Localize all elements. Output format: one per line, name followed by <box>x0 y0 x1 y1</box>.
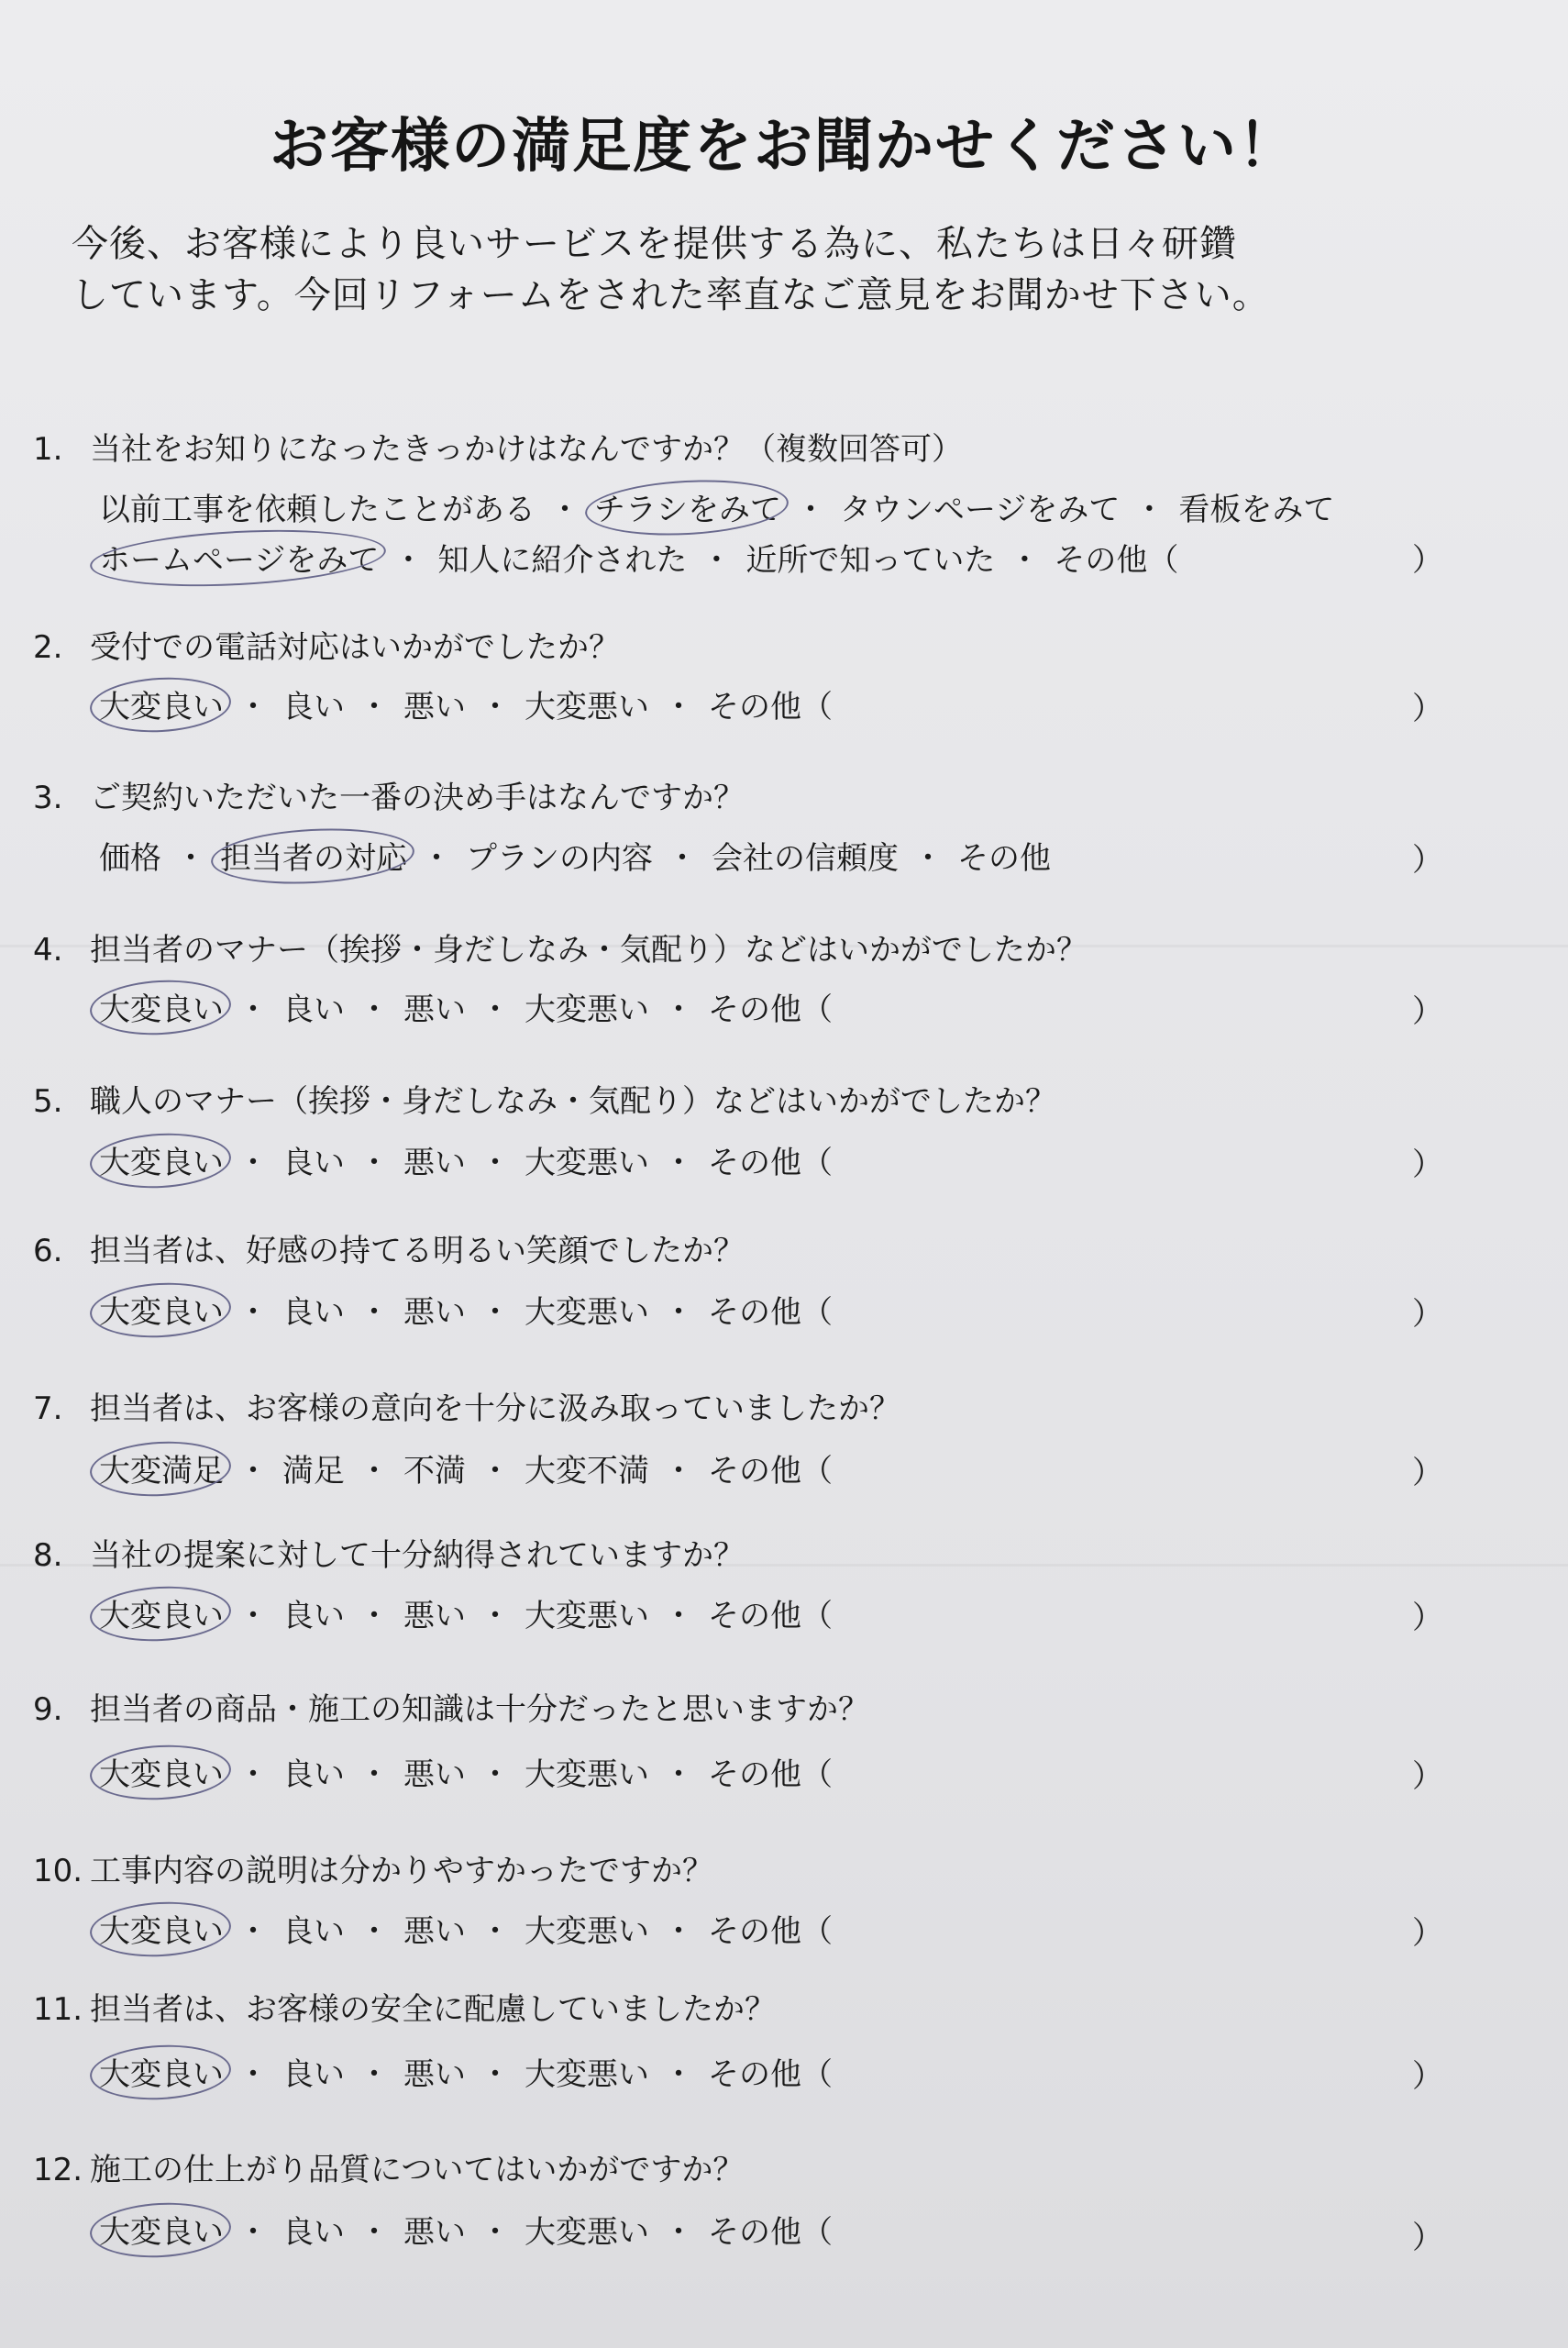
answer-option[interactable] <box>403 1137 466 1182</box>
option-label: その他（ <box>708 1145 833 1181</box>
answer-option[interactable] <box>282 984 345 1029</box>
separator-dot: ・ <box>359 2056 390 2093</box>
question-number: 9. <box>33 1691 63 1728</box>
option-label: 悪い <box>403 689 466 725</box>
separator-dot: ・ <box>237 2056 269 2093</box>
option-label: 良い <box>282 1913 345 1950</box>
separator-dot: ・ <box>359 1756 390 1793</box>
answer-option[interactable] <box>525 1906 649 1951</box>
separator-dot: ・ <box>359 1453 390 1490</box>
option-label: その他（ <box>708 2056 833 2093</box>
separator-dot: ・ <box>1009 542 1041 579</box>
option-label: 大変悪い <box>525 1294 649 1331</box>
separator-dot: ・ <box>359 2214 390 2251</box>
closing-paren: ） <box>1412 2058 1443 2095</box>
question-text: 担当者は、お客様の意向を十分に汲み取っていましたか？ <box>90 1390 900 1427</box>
question-11 <box>33 1984 776 2029</box>
option-label: 良い <box>282 1756 345 1793</box>
option-label: その他（ <box>708 2214 833 2251</box>
question-10 <box>33 1845 713 1890</box>
answer-option[interactable] <box>403 1749 466 1794</box>
answer-option[interactable] <box>708 1590 833 1635</box>
option-label: 大変満足 <box>99 1453 224 1490</box>
answer-option[interactable] <box>525 1287 649 1332</box>
intro-line-2: しています。今回リフォームをされた率直なご意見をお聞かせ下さい。 <box>72 274 1270 316</box>
separator-dot: ・ <box>392 542 425 579</box>
separator-dot: ・ <box>359 1913 390 1950</box>
separator-dot: ・ <box>480 1756 511 1793</box>
answer-options-row-1 <box>99 484 1334 529</box>
option-label: 大変悪い <box>525 2056 649 2093</box>
separator-dot: ・ <box>701 542 733 579</box>
separator-dot: ・ <box>663 1913 694 1950</box>
answer-option[interactable] <box>403 2049 466 2094</box>
question-number: 2. <box>33 629 63 666</box>
answer-option[interactable] <box>708 1445 833 1490</box>
answer-option[interactable] <box>220 833 407 878</box>
option-label: 大変悪い <box>525 2214 649 2251</box>
separator-dot: ・ <box>480 1913 511 1950</box>
answer-option[interactable] <box>99 1906 224 1951</box>
answer-option[interactable] <box>708 1906 833 1951</box>
separator-dot: ・ <box>480 1453 511 1490</box>
option-label: 大変良い <box>99 1145 224 1181</box>
answer-option[interactable] <box>525 1749 649 1794</box>
closing-paren: ） <box>1412 1600 1443 1636</box>
question-5 <box>33 1076 1056 1121</box>
answer-option[interactable] <box>99 484 536 529</box>
option-label: 大変良い <box>99 2056 224 2093</box>
answer-option[interactable] <box>99 1590 224 1635</box>
option-label: 良い <box>282 2214 345 2251</box>
answer-option[interactable] <box>466 833 653 878</box>
answer-option[interactable] <box>99 681 224 726</box>
separator-dot: ・ <box>480 689 511 725</box>
closing-paren: ） <box>1412 1455 1443 1491</box>
option-label: 大変良い <box>99 1756 224 1793</box>
option-label: 不満 <box>403 1453 466 1490</box>
option-label: 大変悪い <box>525 1145 649 1181</box>
option-label: 担当者の対応 <box>220 840 407 877</box>
option-label: 良い <box>282 2056 345 2093</box>
option-label: チラシをみて <box>594 492 781 528</box>
question-text: 担当者は、お客様の安全に配慮していましたか？ <box>90 1991 776 2028</box>
answer-option[interactable] <box>99 2049 224 2094</box>
separator-dot: ・ <box>421 840 452 877</box>
option-label: 大変悪い <box>525 689 649 725</box>
separator-dot: ・ <box>175 840 206 877</box>
answer-option[interactable] <box>282 1137 345 1182</box>
option-label: ホームページをみて <box>99 542 380 579</box>
option-label: 悪い <box>403 1913 466 1950</box>
question-2 <box>33 622 620 667</box>
option-label: 悪い <box>403 991 466 1028</box>
option-label: その他（ <box>708 1453 833 1490</box>
option-label: 大変良い <box>99 1294 224 1331</box>
option-label: 大変悪い <box>525 1756 649 1793</box>
question-text: ご契約いただいた一番の決め手はなんですか？ <box>90 780 745 816</box>
separator-dot: ・ <box>237 1453 269 1490</box>
answer-option[interactable] <box>525 1445 649 1490</box>
question-12 <box>33 2144 744 2189</box>
separator-dot: ・ <box>480 2214 511 2251</box>
separator-dot: ・ <box>480 991 511 1028</box>
answer-options-row <box>99 833 1051 878</box>
option-label: 満足 <box>282 1453 345 1490</box>
answer-option[interactable] <box>99 1749 224 1794</box>
question-1 <box>33 424 963 469</box>
separator-dot: ・ <box>359 1598 390 1634</box>
option-label: タウンページをみて <box>840 492 1121 528</box>
separator-dot: ・ <box>237 2214 269 2251</box>
option-label: 大変悪い <box>525 991 649 1028</box>
option-label: 良い <box>282 689 345 725</box>
option-label: 良い <box>282 1145 345 1181</box>
option-label: 価格 <box>99 840 161 877</box>
separator-dot: ・ <box>912 840 944 877</box>
closing-paren: ） <box>1412 1758 1443 1795</box>
question-number: 6. <box>33 1233 63 1269</box>
separator-dot: ・ <box>663 2056 694 2093</box>
answer-option[interactable] <box>525 984 649 1029</box>
question-text: 担当者の商品・施工の知識は十分だったと思いますか？ <box>90 1691 869 1728</box>
question-text: 担当者のマナー（挨拶・身だしなみ・気配り）などはいかがでしたか？ <box>90 932 1088 969</box>
answer-option[interactable] <box>708 984 833 1029</box>
answer-option[interactable] <box>403 1445 466 1490</box>
answer-option[interactable] <box>99 2207 224 2252</box>
separator-dot: ・ <box>480 1598 511 1634</box>
separator-dot: ・ <box>480 1145 511 1181</box>
separator-dot: ・ <box>663 1145 694 1181</box>
answer-option[interactable] <box>525 1137 649 1182</box>
separator-dot: ・ <box>237 689 269 725</box>
separator-dot: ・ <box>359 1145 390 1181</box>
option-label: その他（ <box>708 1913 833 1950</box>
answer-option[interactable] <box>708 1287 833 1332</box>
answer-options-row <box>99 1906 833 1951</box>
option-label: その他（ <box>708 689 833 725</box>
question-4 <box>33 925 1088 969</box>
answer-option[interactable] <box>525 2207 649 2252</box>
option-label: 悪い <box>403 1145 466 1181</box>
answer-option[interactable] <box>525 1590 649 1635</box>
answer-option[interactable] <box>99 1287 224 1332</box>
answer-options-row <box>99 681 833 726</box>
separator-dot: ・ <box>549 492 580 528</box>
question-number: 4. <box>33 932 63 969</box>
answer-option[interactable] <box>437 535 687 580</box>
answer-option[interactable] <box>282 1749 345 1794</box>
answer-option[interactable] <box>708 2207 833 2252</box>
answer-option[interactable] <box>708 1137 833 1182</box>
option-label: 会社の信頼度 <box>712 840 899 877</box>
option-label: 大変良い <box>99 1913 224 1950</box>
option-label: 以前工事を依頼したことがある <box>99 492 536 528</box>
question-text: 当社をお知りになったきっかけはなんですか？（複数回答可） <box>90 431 963 468</box>
separator-dot: ・ <box>795 492 826 528</box>
separator-dot: ・ <box>663 689 694 725</box>
option-label: 大変良い <box>99 689 224 725</box>
option-label: その他（ <box>1054 542 1179 579</box>
question-number: 5. <box>33 1083 63 1120</box>
separator-dot: ・ <box>359 1294 390 1331</box>
answer-options-row <box>99 1590 833 1635</box>
answer-option[interactable] <box>708 2049 833 2094</box>
option-label: 大変不満 <box>525 1453 649 1490</box>
question-number: 3. <box>33 780 63 816</box>
separator-dot: ・ <box>237 1598 269 1634</box>
option-label: その他（ <box>708 991 833 1028</box>
separator-dot: ・ <box>237 991 269 1028</box>
question-text: 工事内容の説明は分かりやすかったですか？ <box>90 1853 713 1889</box>
option-label: 大変良い <box>99 991 224 1028</box>
answer-options-row <box>99 1137 833 1182</box>
answer-option[interactable] <box>282 1906 345 1951</box>
closing-paren: ） <box>1412 1915 1443 1952</box>
separator-dot: ・ <box>237 1145 269 1181</box>
answer-option[interactable] <box>403 984 466 1029</box>
option-label: 近所で知っていた <box>745 542 996 579</box>
option-label: 良い <box>282 1598 345 1634</box>
separator-dot: ・ <box>480 2056 511 2093</box>
question-number: 1. <box>33 431 63 468</box>
option-label: その他（ <box>708 1756 833 1793</box>
survey-title: お客様の満足度をお聞かせください！ <box>270 113 1298 181</box>
question-number: 8. <box>33 1537 63 1574</box>
answer-option[interactable] <box>403 1906 466 1951</box>
answer-option[interactable] <box>708 681 833 726</box>
option-label: 良い <box>282 991 345 1028</box>
answer-option[interactable] <box>708 1749 833 1794</box>
separator-dot: ・ <box>1133 492 1165 528</box>
answer-option[interactable] <box>1178 484 1334 529</box>
question-text: 受付での電話対応はいかがでしたか？ <box>90 629 620 666</box>
answer-option[interactable] <box>403 2207 466 2252</box>
answer-option[interactable] <box>712 833 899 878</box>
question-text: 施工の仕上がり品質についてはいかがですか？ <box>90 2152 745 2188</box>
separator-dot: ・ <box>359 689 390 725</box>
separator-dot: ・ <box>663 991 694 1028</box>
option-label: 看板をみて <box>1178 492 1335 528</box>
option-label: プランの内容 <box>466 840 653 877</box>
closing-paren: ） <box>1412 2220 1443 2256</box>
separator-dot: ・ <box>663 1756 694 1793</box>
closing-paren: ） <box>1412 691 1443 727</box>
answer-option[interactable] <box>99 833 161 878</box>
separator-dot: ・ <box>663 1598 694 1634</box>
answer-option[interactable] <box>99 1137 224 1182</box>
option-label: 悪い <box>403 1598 466 1634</box>
closing-paren: ） <box>1412 542 1443 579</box>
answer-options-row <box>99 984 833 1029</box>
question-9 <box>33 1684 869 1729</box>
answer-option[interactable] <box>840 484 1120 529</box>
answer-options-row <box>99 1749 833 1794</box>
question-7 <box>33 1383 900 1428</box>
separator-dot: ・ <box>359 991 390 1028</box>
answer-option[interactable] <box>99 535 379 580</box>
option-label: その他 <box>957 840 1051 877</box>
question-8 <box>33 1530 745 1575</box>
intro-text <box>72 218 1502 321</box>
answer-option[interactable] <box>525 681 649 726</box>
question-3 <box>33 772 745 817</box>
answer-option[interactable] <box>403 1287 466 1332</box>
question-text: 当社の提案に対して十分納得されていますか？ <box>90 1537 745 1574</box>
answer-option[interactable] <box>99 984 224 1029</box>
closing-paren: ） <box>1412 1296 1443 1333</box>
option-label: その他（ <box>708 1598 833 1634</box>
option-label: 悪い <box>403 1294 466 1331</box>
answer-option[interactable] <box>282 2049 345 2094</box>
separator-dot: ・ <box>663 1453 694 1490</box>
answer-option[interactable] <box>99 1445 224 1490</box>
answer-option[interactable] <box>745 535 995 580</box>
option-label: 良い <box>282 1294 345 1331</box>
option-label: 悪い <box>403 1756 466 1793</box>
answer-options-row <box>99 2207 833 2252</box>
answer-option[interactable] <box>403 681 466 726</box>
answer-options-row <box>99 1287 833 1332</box>
answer-options-row <box>99 2049 833 2094</box>
option-label: 大変良い <box>99 2214 224 2251</box>
option-label: 知人に紹介された <box>437 542 688 579</box>
answer-option[interactable] <box>403 1590 466 1635</box>
question-number: 7. <box>33 1390 63 1427</box>
question-number: 11. <box>33 1991 83 2028</box>
option-label: 大変悪い <box>525 1598 649 1634</box>
answer-option[interactable] <box>282 1287 345 1332</box>
answer-options-row-2 <box>99 535 1178 580</box>
option-label: その他（ <box>708 1294 833 1331</box>
answer-option[interactable] <box>957 833 1051 878</box>
question-text: 職人のマナー（挨拶・身だしなみ・気配り）などはいかがでしたか？ <box>90 1083 1056 1120</box>
closing-paren: ） <box>1412 993 1443 1030</box>
answer-option[interactable] <box>1054 535 1178 580</box>
closing-paren: ） <box>1412 1146 1443 1183</box>
separator-dot: ・ <box>237 1756 269 1793</box>
question-number: 10. <box>33 1853 83 1889</box>
answer-option[interactable] <box>282 1445 345 1490</box>
question-6 <box>33 1225 745 1270</box>
answer-option[interactable] <box>594 484 781 529</box>
separator-dot: ・ <box>663 1294 694 1331</box>
answer-option[interactable] <box>282 2207 345 2252</box>
option-label: 悪い <box>403 2214 466 2251</box>
question-text: 担当者は、好感の持てる明るい笑顔でしたか？ <box>90 1233 745 1269</box>
answer-option[interactable] <box>525 2049 649 2094</box>
answer-option[interactable] <box>282 1590 345 1635</box>
closing-paren: ） <box>1412 842 1443 879</box>
answer-option[interactable] <box>282 681 345 726</box>
option-label: 大変悪い <box>525 1913 649 1950</box>
separator-dot: ・ <box>237 1913 269 1950</box>
answer-options-row <box>99 1445 833 1490</box>
option-label: 大変良い <box>99 1598 224 1634</box>
separator-dot: ・ <box>667 840 698 877</box>
option-label: 悪い <box>403 2056 466 2093</box>
separator-dot: ・ <box>480 1294 511 1331</box>
separator-dot: ・ <box>663 2214 694 2251</box>
intro-line-1: 今後、お客様により良いサービスを提供する為に、私たちは日々研鑽 <box>72 223 1237 265</box>
question-number: 12. <box>33 2152 83 2188</box>
separator-dot: ・ <box>237 1294 269 1331</box>
